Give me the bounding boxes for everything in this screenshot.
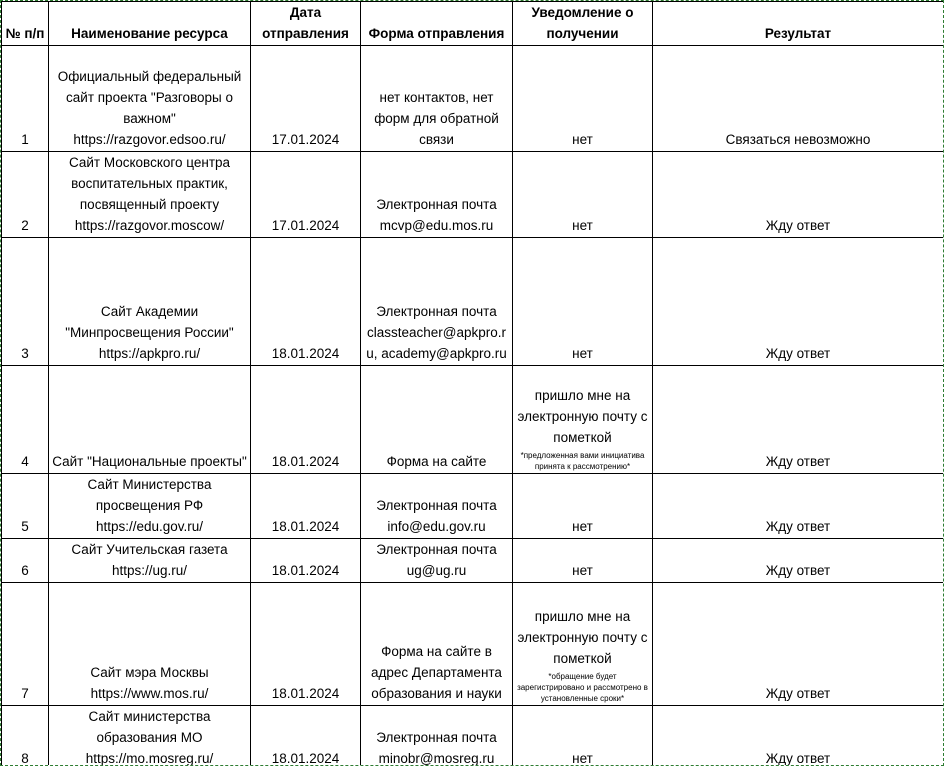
header-date[interactable]: Дата отправления	[251, 2, 361, 46]
notice-text: нет	[572, 132, 593, 147]
cell-notice[interactable]	[513, 366, 653, 474]
cell-form[interactable]: Форма на сайте в адрес Департамента образования и науки	[361, 583, 513, 706]
table-row	[2, 539, 944, 583]
cell-num[interactable]: 1	[2, 46, 49, 152]
cell-date[interactable]: 18.01.2024	[251, 539, 361, 583]
header-num[interactable]: № п/п	[2, 2, 49, 46]
cell-notice[interactable]	[513, 46, 653, 152]
cell-date[interactable]: 18.01.2024	[251, 706, 361, 766]
cell-date[interactable]: 18.01.2024	[251, 583, 361, 706]
cell-resource[interactable]: Сайт Академии "Минпросвещения России" https://apkpro.ru/	[49, 238, 251, 366]
cell-notice[interactable]	[513, 238, 653, 366]
table-row	[2, 583, 944, 706]
cell-result[interactable]: Жду ответ	[653, 238, 944, 366]
cell-notice[interactable]	[513, 539, 653, 583]
notice-note: *обращение будет зарегистрировано и рассмотрено в установленные сроки*	[517, 672, 648, 703]
cell-resource[interactable]: Сайт "Национальные проекты"	[49, 366, 251, 474]
cell-result[interactable]: Связаться невозможно	[653, 46, 944, 152]
cell-result[interactable]: Жду ответ	[653, 706, 944, 766]
cell-result[interactable]: Жду ответ	[653, 366, 944, 474]
cell-form[interactable]: Электронная почта classteacher@apkpro.ru, academy@apkpro.ru	[361, 238, 513, 366]
notice-text: нет	[572, 346, 593, 361]
table-row	[2, 46, 944, 152]
cell-result[interactable]: Жду ответ	[653, 152, 944, 238]
cell-result[interactable]: Жду ответ	[653, 583, 944, 706]
requests-table	[1, 1, 944, 766]
cell-form[interactable]: Электронная почта minobr@mosreg.ru	[361, 706, 513, 766]
cell-resource[interactable]: Сайт Министерства просвещения РФ https://edu.gov.ru/	[49, 474, 251, 539]
cell-notice[interactable]	[513, 583, 653, 706]
header-notice[interactable]: Уведомление о получении	[513, 2, 653, 46]
table-row	[2, 474, 944, 539]
cell-resource[interactable]: Сайт Московского центра воспитательных практик, посвященный проекту https://razgovor.moscow/	[49, 152, 251, 238]
cell-num[interactable]: 7	[2, 583, 49, 706]
cell-notice[interactable]	[513, 474, 653, 539]
cell-resource[interactable]: Сайт министерства образования МО https://mo.mosreg.ru/	[49, 706, 251, 766]
table-row	[2, 238, 944, 366]
notice-text: нет	[572, 751, 593, 766]
cell-form[interactable]: Форма на сайте	[361, 366, 513, 474]
header-resource[interactable]: Наименование ресурса	[49, 2, 251, 46]
table-row	[2, 706, 944, 766]
cell-num[interactable]: 3	[2, 238, 49, 366]
header-form[interactable]: Форма отправления	[361, 2, 513, 46]
cell-date[interactable]: 18.01.2024	[251, 366, 361, 474]
cell-date[interactable]: 17.01.2024	[251, 152, 361, 238]
notice-text: нет	[572, 563, 593, 578]
cell-num[interactable]: 8	[2, 706, 49, 766]
cell-resource[interactable]: Сайт Учительская газета https://ug.ru/	[49, 539, 251, 583]
cell-form[interactable]: нет контактов, нет форм для обратной связи	[361, 46, 513, 152]
cell-num[interactable]: 6	[2, 539, 49, 583]
cell-result[interactable]: Жду ответ	[653, 474, 944, 539]
cell-form[interactable]: Электронная почта mcvp@edu.mos.ru	[361, 152, 513, 238]
table-row	[2, 366, 944, 474]
notice-text: пришло мне на электронную почту с пометкой	[517, 609, 648, 666]
cell-result[interactable]: Жду ответ	[653, 539, 944, 583]
cell-date[interactable]: 17.01.2024	[251, 46, 361, 152]
cell-form[interactable]: Электронная почта ug@ug.ru	[361, 539, 513, 583]
cell-resource[interactable]: Сайт мэра Москвы https://www.mos.ru/	[49, 583, 251, 706]
table-row	[2, 152, 944, 238]
notice-note: *предложенная вами инициатива принята к рассмотрению*	[520, 451, 645, 471]
notice-text: нет	[572, 218, 593, 233]
cell-resource[interactable]: Официальный федеральный сайт проекта "Разговоры о важном" https://razgovor.edsoo.ru/	[49, 46, 251, 152]
header-row	[2, 2, 944, 46]
notice-text: нет	[572, 519, 593, 534]
notice-text: пришло мне на электронную почту с пометкой	[517, 388, 648, 445]
cell-num[interactable]: 5	[2, 474, 49, 539]
header-result[interactable]: Результат	[653, 2, 944, 46]
cell-num[interactable]: 4	[2, 366, 49, 474]
cell-form[interactable]: Электронная почта info@edu.gov.ru	[361, 474, 513, 539]
cell-notice[interactable]	[513, 706, 653, 766]
cell-notice[interactable]	[513, 152, 653, 238]
cell-date[interactable]: 18.01.2024	[251, 238, 361, 366]
cell-date[interactable]: 18.01.2024	[251, 474, 361, 539]
cell-num[interactable]: 2	[2, 152, 49, 238]
